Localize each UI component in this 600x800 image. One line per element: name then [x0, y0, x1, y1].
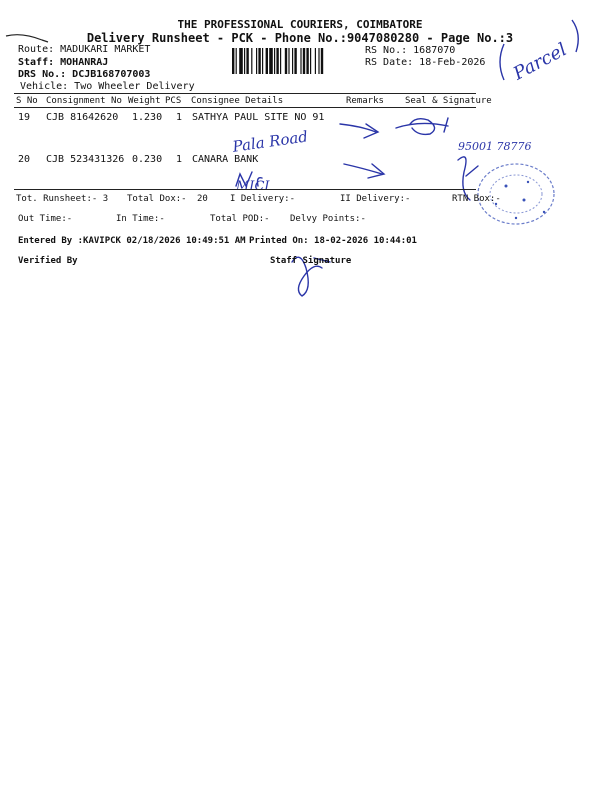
total-dox-label: Total Dox:- [127, 194, 187, 204]
ii-delivery: II Delivery:- [340, 194, 411, 204]
col-remarks: Remarks [346, 96, 384, 106]
rtn-box: RTN Box:- [452, 194, 501, 204]
row-19-pcs: 1 [176, 112, 183, 123]
row-20-consignee: CANARA BANK [192, 154, 259, 165]
runsheet-title: Delivery Runsheet - PCK - Phone No.:9047080280 - Page No.:3 [86, 31, 514, 45]
total-dox-value: 20 [197, 194, 208, 204]
entered-by: Entered By :KAVIPCK 02/18/2026 10:49:51 AM [18, 236, 246, 246]
in-time: In Time:- [116, 214, 165, 224]
row-20-sno: 20 [18, 154, 31, 165]
row-20-consignment: CJB 523431326 [46, 154, 125, 165]
row-20-pcs: 1 [176, 154, 183, 165]
col-consignment: Consignment No [46, 96, 122, 106]
row-19-consignee: SATHYA PAUL SITE NO 91 [192, 112, 325, 123]
svg-text:95001 78776: 95001 78776 [458, 140, 532, 153]
col-seal-signature: Seal & Signature [405, 96, 492, 106]
verified-by: Verified By [18, 256, 78, 266]
col-weight: Weight [128, 96, 161, 106]
col-consignee: Consignee Details [191, 96, 284, 106]
row-19-weight: 1.230 [132, 112, 163, 123]
company-title: THE PROFESSIONAL COURIERS, COIMBATORE [177, 18, 423, 31]
out-time: Out Time:- [18, 214, 73, 224]
arrow-icon [344, 164, 382, 174]
rs-date: RS Date: 18-Feb-2026 [365, 57, 486, 68]
signature-icon [396, 118, 448, 134]
i-delivery: I Delivery:- [230, 194, 296, 204]
route-label: Route: MADUKARI MARKET [18, 44, 151, 55]
staff-label: Staff: MOHANRAJ [18, 57, 109, 68]
drs-label: DRS No.: DCJB168707003 [18, 69, 151, 80]
staff-signature: Staff Signature [270, 256, 352, 266]
svg-text:Parcel: Parcel [509, 39, 571, 85]
col-sno: S No [16, 96, 38, 106]
col-pcs: PCS [165, 96, 182, 106]
total-pod: Total POD:- [210, 214, 270, 224]
delvy-points: Delvy Points:- [290, 214, 366, 224]
vehicle-label: Vehicle: Two Wheeler Delivery [20, 81, 195, 92]
row-19-sno: 19 [18, 112, 31, 123]
handwritten-annotations [0, 0, 600, 300]
row-20-weight: 0.230 [132, 154, 163, 165]
total-runsheet: Tot. Runsheet:- 3 [16, 194, 109, 204]
rs-number: RS No.: 1687070 [365, 45, 456, 56]
arrow-icon [340, 124, 376, 132]
row-19-consignment: CJB 81642620 [46, 112, 119, 123]
printed-on: Printed On: 18-02-2026 10:44:01 [249, 236, 417, 246]
svg-text:MICI: MICI [236, 179, 270, 194]
svg-text:Pala Road: Pala Road [231, 127, 309, 156]
